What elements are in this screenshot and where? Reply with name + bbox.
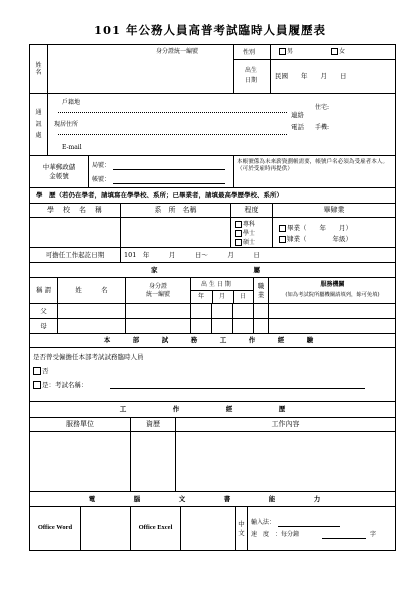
contact-label: 連絡 電話 — [291, 111, 304, 132]
contact-fields — [315, 94, 395, 155]
occupation-label: 職 業 — [253, 278, 268, 303]
family-name-label: 姓 名 — [57, 278, 125, 303]
id-label: 身分證統一編號 — [156, 48, 199, 55]
father-day-field[interactable] — [232, 304, 253, 318]
post-office-label: 局號： — [92, 162, 111, 169]
graduated-option[interactable]: 畢業（ 年 月） — [279, 224, 352, 232]
input-method-label: 輸入法： — [251, 519, 276, 526]
address-section-label: 通 訊 處 — [35, 109, 42, 140]
start-date-field[interactable]: 101 年 月 日～ 月 日 — [120, 248, 395, 262]
mother-occupation-field[interactable] — [253, 319, 268, 333]
gender-label: 性別 — [243, 49, 256, 56]
office-word-field[interactable] — [80, 507, 130, 550]
employer-note: (如為考試院所屬機關請填列，餘可免填) — [285, 292, 380, 298]
mother-year-field[interactable] — [190, 319, 211, 333]
account-field[interactable] — [113, 175, 225, 184]
contact-label-cell — [287, 94, 315, 155]
degree-option-college[interactable]: 專科 — [235, 221, 255, 229]
chinese-label: 中 文 — [235, 507, 247, 550]
mother-month-field[interactable] — [211, 319, 232, 333]
male-checkbox[interactable]: 男 — [279, 48, 293, 56]
degree-option-master[interactable]: 碩士 — [235, 239, 255, 247]
computer-header-row — [30, 491, 395, 506]
post-office-field[interactable] — [113, 161, 225, 170]
family-header-row — [30, 262, 395, 277]
work-unit-label: 服務單位 — [66, 420, 94, 429]
work-content-field[interactable] — [175, 432, 395, 491]
exam-body-row — [30, 347, 395, 401]
exam-name-field[interactable] — [110, 379, 365, 389]
degree-options — [230, 218, 272, 247]
start-date-row — [30, 247, 395, 262]
work-header: 工 作 經 歷 — [119, 405, 306, 414]
exam-header-row — [30, 333, 395, 347]
input-method-field[interactable] — [278, 518, 340, 527]
postal-label: 中華郵政儲 金帳號 — [42, 163, 76, 180]
form-table — [29, 44, 396, 551]
exam-question: 是否曾受僱擔任本部考試試務臨時人員 — [33, 353, 144, 361]
family-year-label: 年 — [198, 293, 205, 300]
employer-label: 服務機關 — [320, 281, 345, 288]
education-header: 學 歷（若仍在學者，請填寫在學學校、系所；已畢業者，請填最高學歷學校、系所） — [36, 191, 283, 200]
family-month-label: 月 — [219, 293, 226, 300]
household-label: 戶籍地 — [62, 99, 81, 106]
relation-label: 稱 謂 — [35, 286, 52, 295]
residence-label: 現居住所 — [54, 121, 79, 128]
education-value-row — [30, 217, 395, 247]
family-label-row — [30, 277, 395, 303]
family-header: 家 屬 — [151, 265, 274, 274]
exam-header: 本 部 試 務 工 作 經 驗 — [103, 336, 322, 345]
grad-options — [272, 218, 395, 247]
school-label: 學 校 名 稱 — [47, 206, 103, 215]
female-checkbox[interactable]: 女 — [331, 48, 345, 56]
family-row-father — [30, 303, 395, 318]
father-occupation-field[interactable] — [253, 304, 268, 318]
relation-father: 父 — [40, 306, 47, 315]
work-unit-field[interactable] — [30, 432, 130, 491]
father-year-field[interactable] — [190, 304, 211, 318]
work-seniority-label: 資歷 — [130, 418, 175, 431]
speed-field[interactable] — [322, 530, 366, 539]
chinese-fields — [247, 507, 395, 550]
gender-birth-values — [270, 45, 395, 93]
form-title: 101 年公務人員高普考試臨時人員履歷表 — [93, 23, 326, 37]
home-phone-label: 住宅: — [315, 104, 330, 111]
birth-label: 出生 日期 — [245, 67, 258, 85]
family-id-label: 身分證 統一編號 — [125, 278, 190, 303]
speed-unit: 字 — [370, 531, 377, 538]
work-entry-row — [30, 431, 395, 491]
family-day-label: 日 — [240, 293, 247, 300]
name-field[interactable] — [47, 45, 233, 93]
computer-row — [30, 506, 395, 550]
grad-label: 畢肄業 — [272, 204, 395, 217]
dept-label: 系 所 名稱 — [120, 204, 230, 217]
degree-option-bachelor[interactable]: 學士 — [235, 230, 255, 238]
mother-id-field[interactable] — [125, 319, 190, 333]
exam-yes-option[interactable]: 是：考試名稱： — [33, 380, 88, 389]
office-word-label: Office Word — [37, 524, 73, 532]
work-seniority-field[interactable] — [130, 432, 175, 491]
office-excel-field[interactable] — [180, 507, 235, 550]
work-header-row — [30, 401, 395, 417]
start-date-label: 可擔任工作起訖日期 — [45, 250, 105, 259]
family-birth-label: 出 生 日 期 — [201, 281, 231, 288]
address-fields — [47, 94, 287, 155]
education-label-row — [30, 203, 395, 217]
computer-header: 電 腦 文 書 能 力 — [88, 494, 337, 503]
name-label: 姓 名 — [35, 61, 42, 76]
school-field[interactable] — [30, 218, 120, 247]
mobile-label: 手機: — [315, 124, 330, 131]
father-employer-field[interactable] — [268, 304, 395, 318]
birth-date-field[interactable]: 民國 年 月 日 — [275, 72, 347, 80]
address-row — [30, 93, 395, 155]
dept-field[interactable] — [120, 218, 230, 247]
gender-birth-labels — [233, 45, 270, 93]
education-header-row — [30, 187, 395, 203]
email-label: E-mail — [62, 144, 82, 151]
father-month-field[interactable] — [211, 304, 232, 318]
speed-label: 速 度 ：每分鐘 — [251, 531, 300, 538]
mother-day-field[interactable] — [232, 319, 253, 333]
office-excel-label: Office Excel — [130, 507, 180, 550]
relation-mother: 母 — [40, 321, 47, 330]
work-label-row — [30, 417, 395, 431]
postal-note: 本帳號係為未來薪資劃帳需要，帳號戶名必須為受雇者本人。（可於受雇時再提供） — [233, 156, 395, 187]
father-id-field[interactable] — [125, 304, 190, 318]
work-content-label: 工作內容 — [175, 418, 395, 431]
account-label: 帳號： — [92, 176, 111, 183]
degree-label: 程度 — [230, 204, 272, 217]
mother-name-field[interactable] — [57, 319, 125, 333]
dropout-option[interactable]: 肄業（ 年級） — [279, 235, 352, 243]
postal-row — [30, 155, 395, 187]
family-row-mother — [30, 318, 395, 333]
father-name-field[interactable] — [57, 304, 125, 318]
personal-row — [30, 45, 395, 93]
postal-fields — [88, 156, 233, 187]
exam-no-option[interactable]: 否 — [33, 366, 49, 375]
mother-employer-field[interactable] — [268, 319, 395, 333]
employer-header — [268, 278, 395, 303]
family-birth-header — [190, 278, 253, 303]
